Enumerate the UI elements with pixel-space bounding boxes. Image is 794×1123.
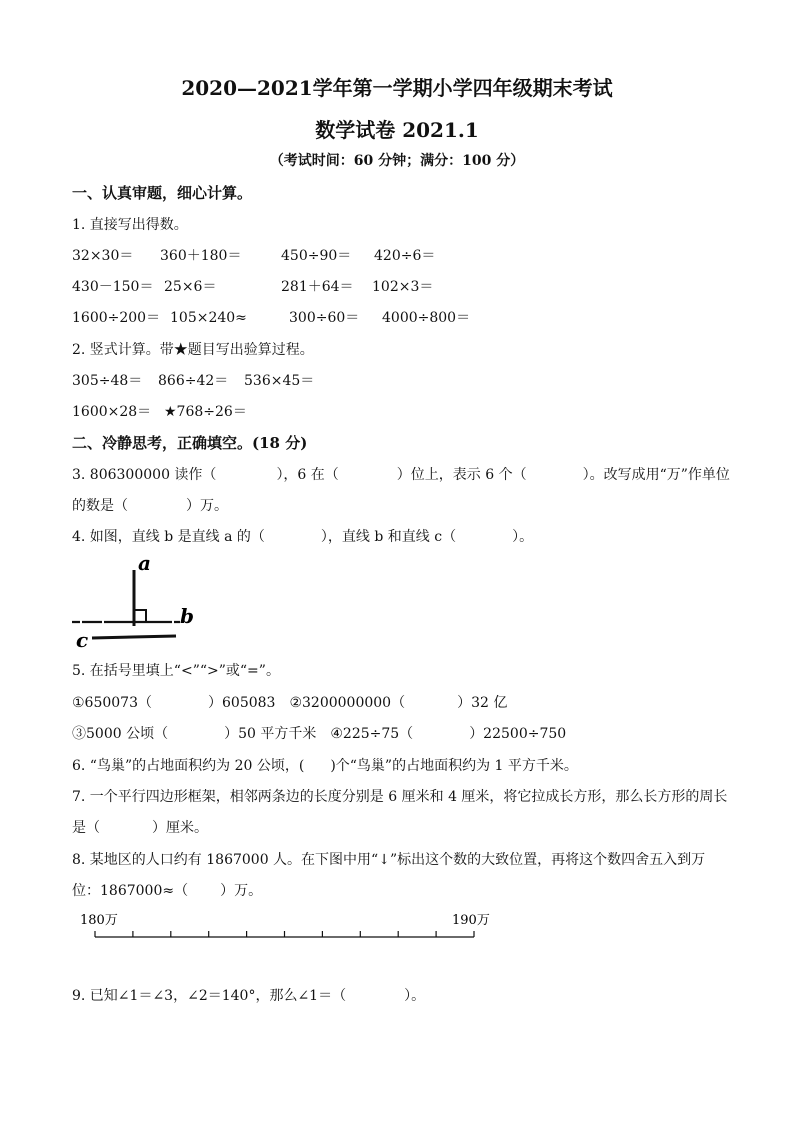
q2-item: 305÷48＝ [72,373,143,389]
q9-text-part: 9. 已知∠1＝∠3，∠2＝140°，那么∠1＝（ [72,988,347,1004]
q1-prompt: 1. 直接写出得数。 [72,217,188,233]
q8-text: 位：1867000≈（ [72,883,189,899]
q1-row-2 [72,276,433,296]
q3-text: 的数是（ [72,498,128,514]
q1-item: 420÷6＝ [374,248,436,264]
q6-text-part: )个“鸟巢”的占地面积约为 1 平方千米。 [330,758,578,774]
q9-text-part: ）。 [404,988,426,1004]
q5-text: ③5000 公顷（ [72,726,169,742]
q1-item: 32×30＝ [72,248,134,264]
right-angle-mark [134,610,146,622]
line-c [92,636,176,638]
exam-subtitle: 数学试卷 2021.1 [315,118,479,142]
q3-line-1 [72,464,730,484]
q1-item: 450÷90＝ [281,248,352,264]
q5-text: ）605083 [208,695,276,711]
label-c: c [76,628,89,652]
q2-row-2 [72,401,247,421]
q5-text: ）50 平方千米 [224,726,317,742]
q5-text: ④225÷75（ [330,726,414,742]
lines-figure [68,552,198,652]
q1-row-3 [72,307,470,327]
number-line-start-label: 180万 [80,913,118,928]
q5-text: ①650073（ [72,695,152,711]
q2-item: 1600×28＝ [72,404,152,420]
q5-text: ）32 亿 [457,695,508,711]
q1-item: 281＋64＝ [281,279,354,295]
q7-text: 是（ [72,820,100,836]
q1-item: 105×240≈ [170,310,247,326]
q2-row-1 [72,370,314,390]
q5-text: ）22500÷750 [469,726,567,742]
q5-row-1 [72,692,507,712]
q5-text: ②3200000000（ [289,695,406,711]
section-2-heading: 二、冷静思考，正确填空。(18 分) [72,434,308,452]
q1-row-1 [72,245,435,265]
q4-text [72,526,533,546]
q3-line-2 [72,495,228,515]
q3-text: ），6 在（ [276,467,339,483]
q5-row-2 [72,723,566,743]
section-1-heading: 一、认真审题，细心计算。 [72,184,253,202]
q9-text [72,985,425,1005]
q3-text: ）。改写成用“万”作单位 [582,467,730,483]
label-b: b [180,604,194,628]
q6-text [72,755,578,775]
label-a: a [138,552,151,575]
q4-text-part: 4. 如图，直线 b 是直线 a 的（ [72,529,265,545]
q2-item: ★768÷26＝ [164,404,247,420]
q1-item: 1600÷200＝ [72,310,161,326]
q3-text: ）位上，表示 6 个（ [396,467,527,483]
q2-prompt: 2. 竖式计算。带★题目写出验算过程。 [72,342,314,358]
q1-item: 25×6＝ [164,279,217,295]
q1-item: 360＋180＝ [160,248,242,264]
q2-item: 866÷42＝ [158,373,229,389]
q1-item: 300÷60＝ [289,310,360,326]
number-line-end-label: 190万 [452,913,490,928]
q7-line-1: 7. 一个平行四边形框架，相邻两条边的长度分别是 6 厘米和 4 厘米，将它拉成长方形，那么长方形的周长 [72,789,728,805]
q8-text: ）万。 [220,883,263,899]
q6-text-part: 6. “鸟巢”的占地面积约为 20 公顷，( [72,758,305,774]
q4-text-part: ），直线 b 和直线 c（ [320,529,457,545]
q2-item: 536×45＝ [244,373,315,389]
q1-item: 430－150＝ [72,279,154,295]
q7-text: ）厘米。 [152,820,208,836]
q1-item: 4000÷800＝ [382,310,471,326]
q1-item: 102×3＝ [372,279,434,295]
q8-line-2 [72,880,262,900]
exam-title: 2020—2021学年第一学期小学四年级期末考试 [181,76,613,100]
exam-info: （考试时间：60 分钟；满分：100 分） [269,153,525,169]
number-line-ticks [95,931,474,937]
q3-text: ）万。 [186,498,228,514]
number-line [80,908,500,948]
q5-prompt: 5. 在括号里填上“<”“>”或“=”。 [72,663,280,679]
q4-text-part: ）。 [512,529,534,545]
q8-line-1: 8. 某地区的人口约有 1867000 人。在下图中用“↓”标出这个数的大致位置，再将这个数四舍五入到万 [72,852,706,868]
q7-line-2 [72,817,208,837]
q3-text: 3. 806300000 读作（ [72,467,217,483]
